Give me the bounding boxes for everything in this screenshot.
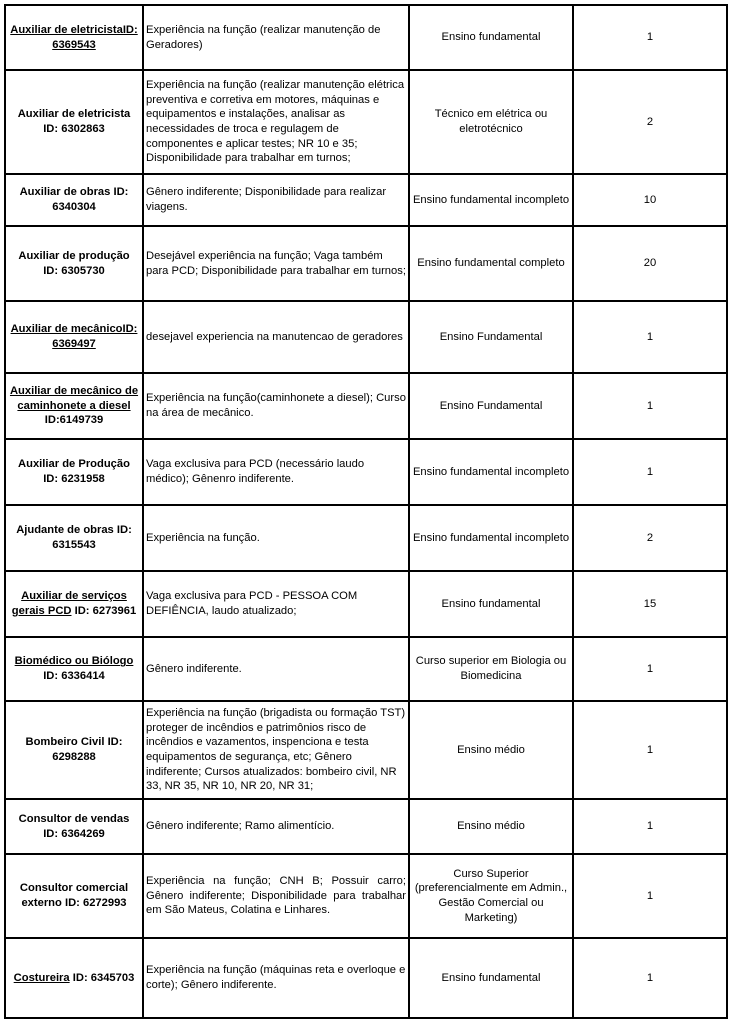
quantity-cell: 1 [573, 373, 727, 439]
requirements-cell: Vaga exclusiva para PCD (necessário laudo médico); Gênenro indiferente. [143, 439, 409, 505]
quantity-cell: 1 [573, 439, 727, 505]
education-cell: Ensino médio [409, 799, 573, 854]
job-title: Auxiliar de produção [18, 249, 130, 262]
job-title-cell [5, 373, 143, 439]
job-title: Auxiliar de eletricista [17, 108, 131, 121]
table-row [5, 5, 727, 70]
job-id: ID:6149739 [44, 414, 104, 427]
job-listings-body [5, 5, 727, 1018]
education-cell: Ensino fundamental incompleto [409, 439, 573, 505]
job-id: ID: 6305730 [43, 264, 105, 277]
quantity-cell: 2 [573, 505, 727, 571]
education-cell: Técnico em elétrica ou eletrotécnico [409, 70, 573, 174]
quantity-cell: 1 [573, 799, 727, 854]
quantity-cell: 1 [573, 938, 727, 1018]
job-title-cell [5, 5, 143, 70]
job-id: ID: 6336414 [43, 670, 105, 682]
education-cell: Ensino fundamental [409, 938, 573, 1018]
requirements-cell: Vaga exclusiva para PCD - PESSOA COM DEFIÊNCIA, laudo atualizado; [143, 571, 409, 637]
job-title: Auxiliar de mecânicoID: 6369497 [10, 323, 138, 350]
requirements-cell: desejavel experiencia na manutencao de geradores [143, 301, 409, 373]
job-title-cell [5, 571, 143, 637]
job-id: ID: 6345703 [72, 971, 135, 984]
table-row [5, 174, 727, 226]
education-cell: Ensino fundamental incompleto [409, 505, 573, 571]
job-id: ID: 6273961 [74, 605, 137, 617]
requirements-cell: Desejável experiência na função; Vaga também para PCD; Disponibilidade para trabalhar em turnos; [143, 226, 409, 301]
job-title: Consultor comercial externo ID: 6272993 [19, 882, 129, 909]
requirements-cell: Experiência na função(caminhonete a diesel); Curso na área de mecânico. [143, 373, 409, 439]
job-title-cell [5, 701, 143, 799]
requirements-cell: Experiência na função (máquinas reta e overloque e corte); Gênero indiferente. [143, 938, 409, 1018]
job-title: Costureira [13, 971, 70, 984]
job-title-cell [5, 70, 143, 174]
job-title-cell [5, 637, 143, 701]
job-title-cell [5, 174, 143, 226]
requirements-cell: Gênero indiferente; Ramo alimentício. [143, 799, 409, 854]
quantity-cell: 10 [573, 174, 727, 226]
table-row [5, 854, 727, 938]
education-cell: Curso Superior (preferencialmente em Admin., Gestão Comercial ou Marketing) [409, 854, 573, 938]
job-title-cell [5, 938, 143, 1018]
requirements-cell: Gênero indiferente. [143, 637, 409, 701]
job-title-cell [5, 854, 143, 938]
job-id: ID: 6231958 [43, 473, 105, 485]
table-row [5, 70, 727, 174]
quantity-cell: 1 [573, 5, 727, 70]
quantity-cell: 2 [573, 70, 727, 174]
job-id: 6298288 [52, 751, 96, 763]
quantity-cell: 1 [573, 301, 727, 373]
requirements-cell: Experiência na função (brigadista ou formação TST) proteger de incêndios e patrimônios risco de incêndios e vazamentos, inspenciona e testa equipamentos de segurança, etc; Gênero indiferente; Cursos atualizados: bombeiro civil, NR 33, NR 35, NR 10, NR 20, NR 31; [143, 701, 409, 799]
quantity-cell: 1 [573, 854, 727, 938]
table-row [5, 439, 727, 505]
education-cell: Ensino fundamental [409, 571, 573, 637]
job-title: Auxiliar de obras ID: [19, 186, 129, 199]
quantity-cell: 15 [573, 571, 727, 637]
job-id: 6315543 [52, 539, 96, 551]
table-row [5, 505, 727, 571]
job-title: Consultor de vendas [18, 812, 130, 825]
job-title: Auxiliar de serviços gerais PCD [11, 590, 127, 617]
job-title: Auxiliar de eletricistaID: 6369543 [10, 23, 138, 51]
table-row [5, 799, 727, 854]
job-id: 6340304 [52, 201, 96, 213]
job-title: Auxiliar de Produção [18, 458, 130, 471]
quantity-cell: 20 [573, 226, 727, 301]
table-row [5, 226, 727, 301]
job-title: Auxiliar de mecânico de caminhonete a diesel [9, 385, 139, 412]
requirements-cell: Gênero indiferente; Disponibilidade para realizar viagens. [143, 174, 409, 226]
table-row [5, 637, 727, 701]
job-id: ID: 6302863 [43, 123, 105, 135]
education-cell: Ensino fundamental [409, 5, 573, 70]
education-cell: Ensino fundamental incompleto [409, 174, 573, 226]
job-id: ID: 6364269 [43, 827, 105, 840]
job-title: Bombeiro Civil ID: [25, 736, 123, 749]
quantity-cell: 1 [573, 701, 727, 799]
job-title: Ajudante de obras ID: [16, 524, 132, 537]
table-row [5, 373, 727, 439]
quantity-cell: 1 [573, 637, 727, 701]
education-cell: Ensino médio [409, 701, 573, 799]
job-title-cell [5, 439, 143, 505]
requirements-cell: Experiência na função (realizar manutenção de Geradores) [143, 5, 409, 70]
job-title-cell [5, 301, 143, 373]
education-cell: Ensino Fundamental [409, 373, 573, 439]
requirements-cell: Experiência na função. [143, 505, 409, 571]
requirements-cell: Experiência na função; CNH B; Possuir carro; Gênero indiferente; Disponibilidade para trabalhar em São Mateus, Colatina e Linhares. [143, 854, 409, 938]
job-title: Biomédico ou Biólogo [14, 655, 134, 668]
education-cell: Curso superior em Biologia ou Biomedicina [409, 637, 573, 701]
education-cell: Ensino Fundamental [409, 301, 573, 373]
job-title-cell [5, 226, 143, 301]
table-row [5, 938, 727, 1018]
education-cell: Ensino fundamental completo [409, 226, 573, 301]
requirements-cell: Experiência na função (realizar manutenção elétrica preventiva e corretiva em motores, máquinas e equipamentos e instalações, analisar as necessidades de troca e regulagem de componentes e aplicar testes; NR 10 e 35; Disponibilidade para trabalhar em turnos; [143, 70, 409, 174]
table-row [5, 571, 727, 637]
job-title-cell [5, 505, 143, 571]
table-row [5, 301, 727, 373]
job-title-cell [5, 799, 143, 854]
table-row [5, 701, 727, 799]
job-listings-table [4, 4, 728, 1019]
